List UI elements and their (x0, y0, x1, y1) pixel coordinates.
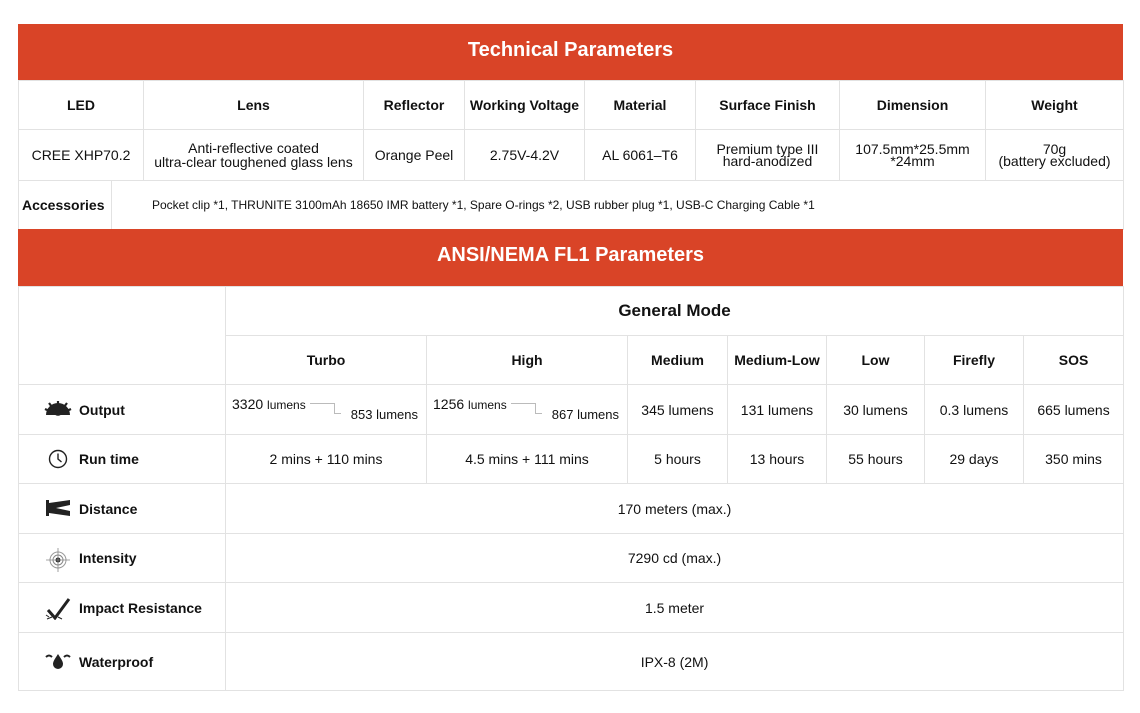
impact-icon (43, 598, 73, 618)
impact-label: Impact Resistance (79, 599, 202, 616)
output-high (427, 385, 628, 435)
output-turbo-connector (310, 403, 334, 418)
distance-label: Distance (79, 500, 138, 517)
mode-low: Low (827, 336, 925, 385)
general-mode-row (19, 287, 1124, 336)
target-icon (43, 548, 73, 568)
output-turbo (226, 385, 427, 435)
general-mode-title: General Mode (226, 287, 1124, 336)
value-weight-line1: 70g (1042, 141, 1067, 157)
intensity-label-cell (19, 534, 226, 583)
output-high-end: 867 lumens (551, 407, 619, 422)
value-dimension (840, 130, 986, 181)
corner-cell (19, 287, 226, 385)
output-high-connector (511, 403, 535, 418)
mode-firefly: Firefly (925, 336, 1024, 385)
beam-icon (43, 499, 73, 519)
runtime-firefly: 29 days (925, 435, 1024, 484)
runtime-label-cell (19, 435, 226, 484)
runtime-row (19, 435, 1124, 484)
mode-high: High (427, 336, 628, 385)
header-material: Material (585, 81, 696, 130)
impact-value: 1.5 meter (226, 583, 1124, 633)
output-firefly: 0.3 lumens (925, 385, 1024, 435)
accessories-list: Pocket clip *1, THRUNITE 3100mAh 18650 IMR battery *1, Spare O-rings *2, USB rubber plug *1, USB-C Charging Cable *1 (112, 181, 1124, 230)
value-lens-line1: Anti-reflective coated (188, 140, 319, 156)
output-turbo-unit: lumens (267, 398, 306, 412)
impact-label-cell (19, 583, 226, 633)
header-reflector: Reflector (364, 81, 465, 130)
value-weight (986, 130, 1124, 181)
header-surface-finish: Surface Finish (696, 81, 840, 130)
mode-medium-low: Medium-Low (728, 336, 827, 385)
technical-value-row (19, 130, 1124, 181)
technical-header-row (19, 81, 1124, 130)
value-led: CREE XHP70.2 (19, 130, 144, 181)
distance-row (19, 484, 1124, 534)
technical-table (18, 80, 1124, 181)
sunburst-icon (43, 400, 73, 420)
value-finish-line2: hard-anodized (722, 153, 813, 169)
value-material: AL 6061–T6 (585, 130, 696, 181)
value-lens-line2: ultra-clear toughened glass lens (154, 154, 353, 170)
mode-sos: SOS (1024, 336, 1124, 385)
waterproof-label: Waterproof (79, 653, 154, 670)
impact-row (19, 583, 1124, 633)
accessories-row (19, 181, 1124, 230)
header-weight: Weight (986, 81, 1124, 130)
value-dimension-line1: 107.5mm*25.5mm (855, 141, 970, 157)
header-dimension: Dimension (840, 81, 986, 130)
ansi-parameters-banner (18, 229, 1123, 286)
output-medium-low: 131 lumens (728, 385, 827, 435)
intensity-value: 7290 cd (max.) (226, 534, 1124, 583)
value-weight-line2: (battery excluded) (998, 153, 1111, 169)
output-high-unit: lumens (468, 398, 507, 412)
value-reflector: Orange Peel (364, 130, 465, 181)
output-label: Output (79, 401, 125, 418)
accessories-label: Accessories (19, 181, 112, 230)
technical-parameters-title: Technical Parameters (467, 39, 674, 61)
runtime-high: 4.5 mins + 111 mins (427, 435, 628, 484)
accessories-table (18, 180, 1124, 230)
runtime-turbo: 2 mins + 110 mins (226, 435, 427, 484)
runtime-sos: 350 mins (1024, 435, 1124, 484)
output-high-start: 1256 (433, 396, 465, 412)
waterproof-value: IPX-8 (2M) (226, 633, 1124, 691)
output-turbo-start: 3320 (232, 396, 264, 412)
header-working-voltage: Working Voltage (465, 81, 585, 130)
value-voltage: 2.75V-4.2V (465, 130, 585, 181)
ansi-parameters-title: ANSI/NEMA FL1 Parameters (436, 244, 705, 266)
runtime-low: 55 hours (827, 435, 925, 484)
header-lens: Lens (144, 81, 364, 130)
value-surface-finish (696, 130, 840, 181)
runtime-label: Run time (79, 451, 139, 467)
intensity-label: Intensity (79, 550, 137, 566)
header-led: LED (19, 81, 144, 130)
ansi-table (18, 286, 1124, 691)
output-turbo-end: 853 lumens (350, 407, 418, 422)
output-label-cell (19, 385, 226, 435)
waterproof-row (19, 633, 1124, 691)
technical-parameters-banner (18, 24, 1123, 81)
runtime-medium-low: 13 hours (728, 435, 827, 484)
value-dimension-line2: *24mm (890, 153, 935, 169)
distance-value: 170 meters (max.) (226, 484, 1124, 534)
mode-turbo: Turbo (226, 336, 427, 385)
runtime-medium: 5 hours (628, 435, 728, 484)
mode-medium: Medium (628, 336, 728, 385)
waterproof-label-cell (19, 633, 226, 691)
water-drop-icon (43, 652, 73, 672)
value-finish-line1: Premium type III (716, 141, 819, 157)
output-row (19, 385, 1124, 435)
clock-icon (43, 449, 73, 469)
output-medium: 345 lumens (628, 385, 728, 435)
value-lens (144, 130, 364, 181)
output-low: 30 lumens (827, 385, 925, 435)
output-sos: 665 lumens (1024, 385, 1124, 435)
intensity-row (19, 534, 1124, 583)
distance-label-cell (19, 484, 226, 534)
